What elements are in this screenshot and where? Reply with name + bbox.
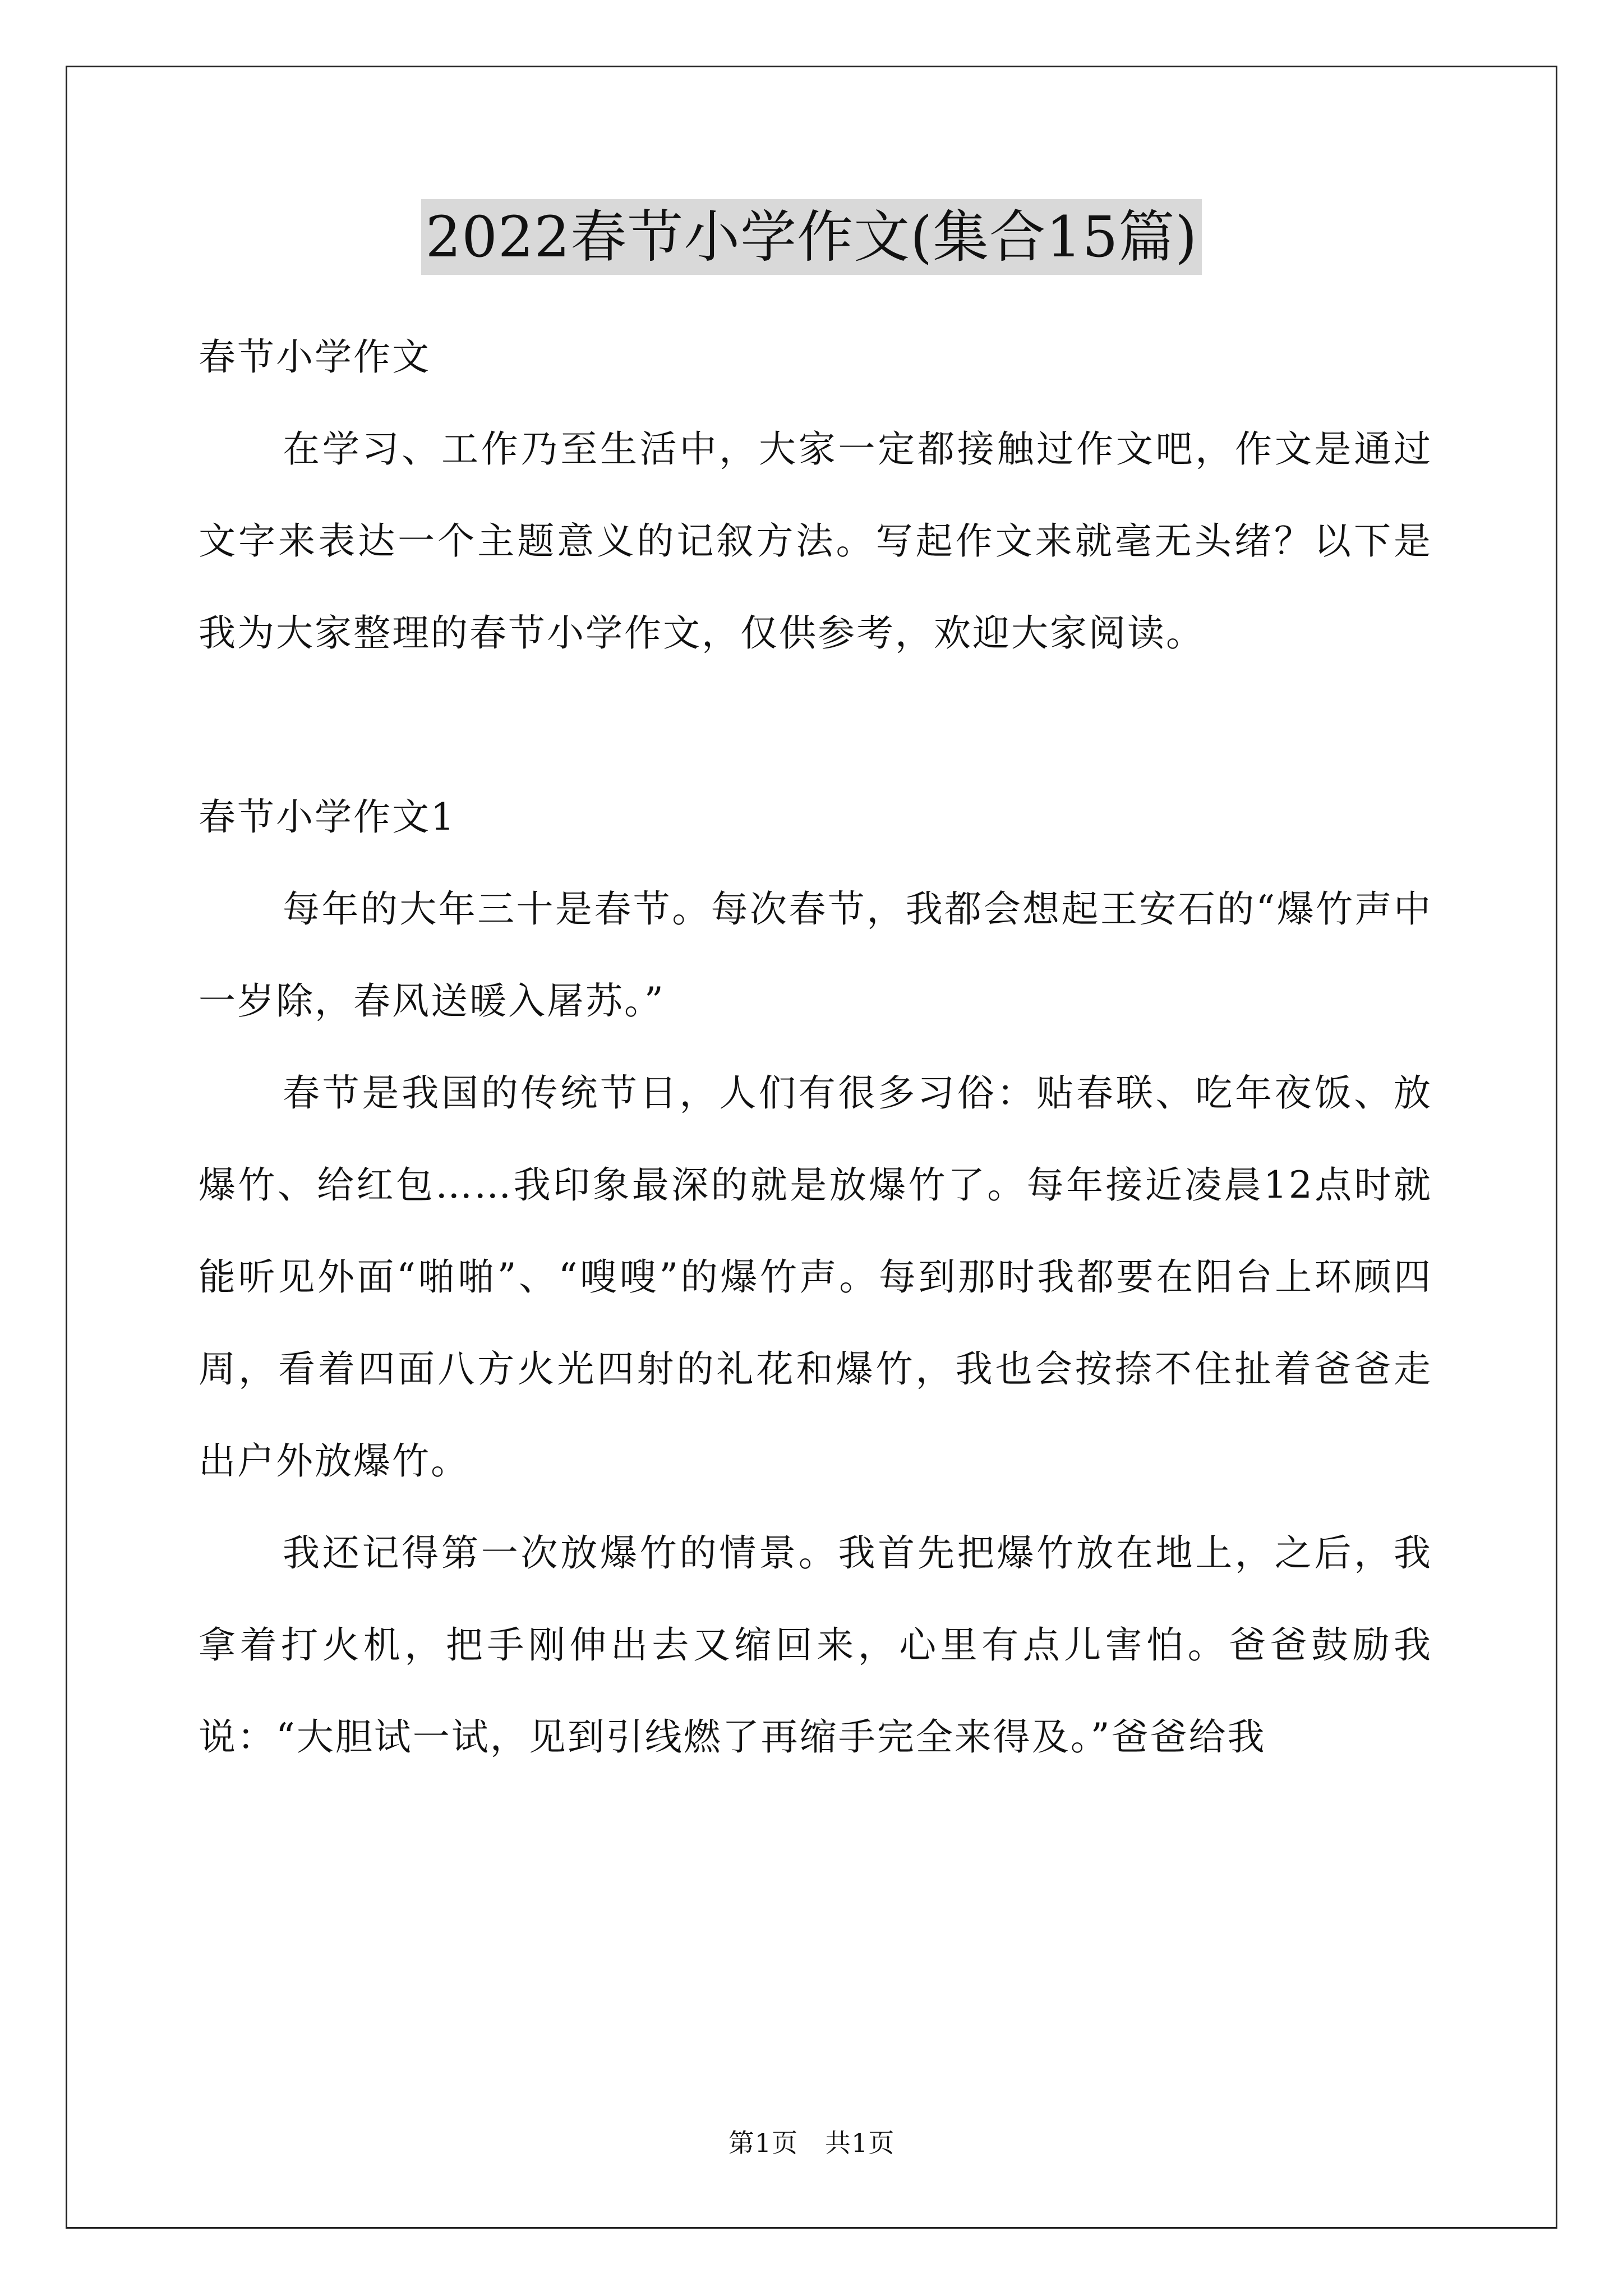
document-title: 2022春节小学作文(集合15篇) bbox=[421, 199, 1202, 275]
title-container bbox=[0, 199, 1623, 275]
intro-paragraph: 在学习、工作乃至生活中，大家一定都接触过作文吧，作文是通过文字来表达一个主题意义的记叙方法。写起作文来就毫无头绪？以下是我为大家整理的春节小学作文，仅供参考，欢迎大家阅读。 bbox=[199, 427, 1432, 655]
paragraph-spacer bbox=[199, 679, 1432, 771]
page-number-current: 第1页 bbox=[728, 2128, 798, 2158]
essay-paragraph: 春节是我国的传统节日，人们有很多习俗：贴春联、吃年夜饭、放爆竹、给红包……我印象最深的就是放爆竹了。每年接近凌晨12点时就能听见外面“啪啪”、“嗖嗖”的爆竹声。每到那时我都要在阳台上环顾四周，看着四面八方火光四射的礼花和爆竹，我也会按捺不住扯着爸爸走出户外放爆竹。 bbox=[199, 1071, 1432, 1483]
essay-paragraph: 我还记得第一次放爆竹的情景。我首先把爆竹放在地上，之后，我拿着打火机，把手刚伸出去又缩回来，心里有点儿害怕。爸爸鼓励我说：“大胆试一试，见到引线燃了再缩手完全来得及。”爸爸给我 bbox=[199, 1531, 1432, 1759]
document-body bbox=[199, 311, 1432, 1783]
page-number-total: 共1页 bbox=[825, 2128, 895, 2158]
page-footer bbox=[0, 2126, 1623, 2160]
section-heading-intro: 春节小学作文 bbox=[199, 335, 431, 379]
section-heading-essay-1: 春节小学作文1 bbox=[199, 795, 456, 839]
essay-paragraph: 每年的大年三十是春节。每次春节，我都会想起王安石的“爆竹声中一岁除，春风送暖入屠苏。” bbox=[199, 887, 1432, 1023]
